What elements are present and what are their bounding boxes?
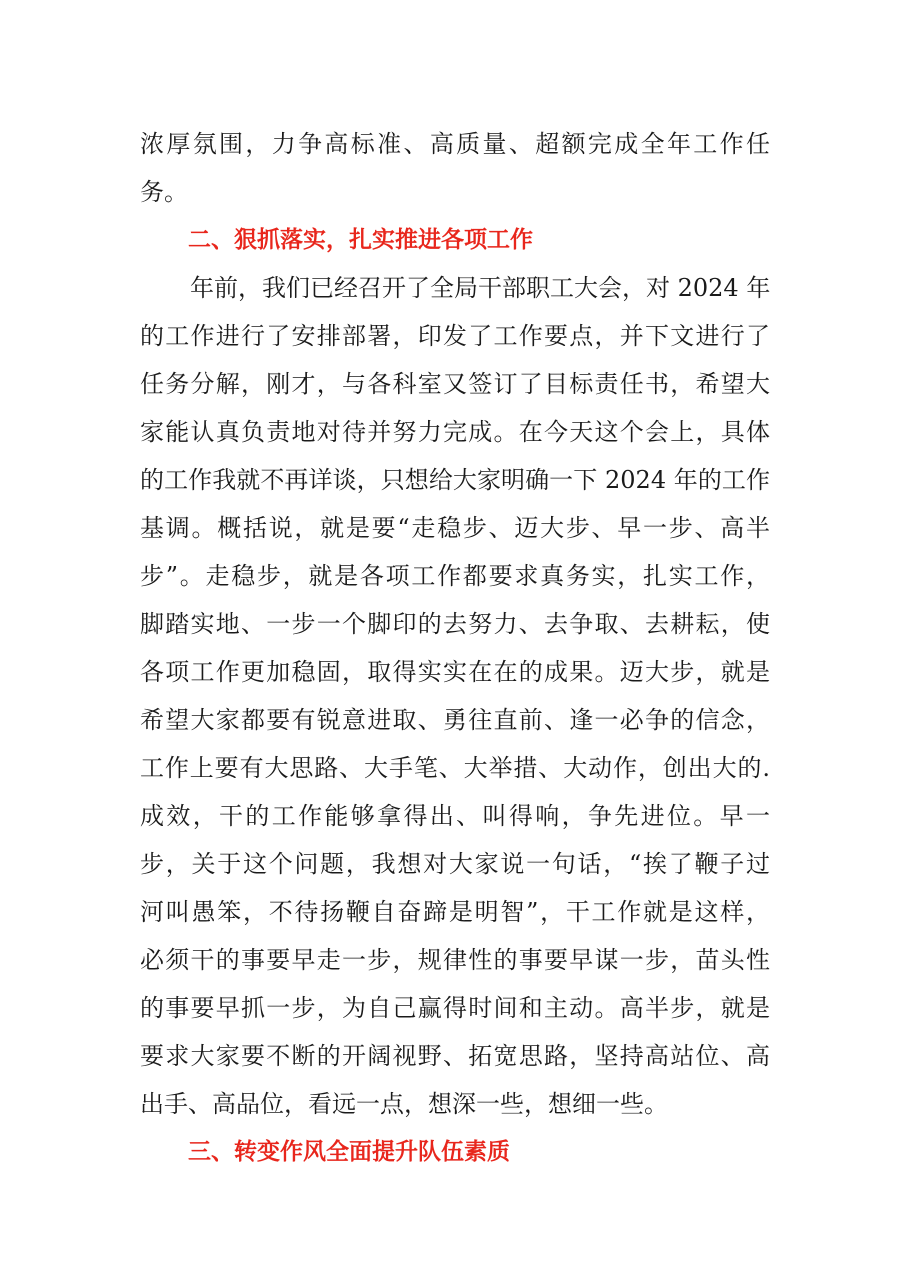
section-heading-3: 三、转变作风全面提升队伍素质 (188, 1139, 510, 1165)
paragraph-line: 步，关于这个问题，我想对大家说一句话，“挨了鞭子过 (140, 850, 770, 878)
paragraph-line: 工作上要有大思路、大手笔、大举措、大动作，创出大的. (140, 754, 770, 782)
paragraph-line: 必须干的事要早走一步，规律性的事要早谋一步，苗头性 (140, 946, 770, 974)
paragraph-line: 步”。走稳步，就是各项工作都要求真务实，扎实工作， (140, 562, 770, 590)
paragraph-line: 基调。概括说，就是要“走稳步、迈大步、早一步、高半 (140, 514, 770, 542)
paragraph-line: 的工作进行了安排部署，印发了工作要点，并下文进行了 (140, 322, 770, 350)
section-heading-2: 二、狠抓落实，扎实推进各项工作 (188, 227, 533, 253)
paragraph-line: 各项工作更加稳固，取得实实在在的成果。迈大步，就是 (140, 658, 770, 686)
paragraph-line: 任务分解，刚才，与各科室又签订了目标责任书，希望大 (140, 370, 770, 398)
paragraph-line: 脚踏实地、一步一个脚印的去努力、去争取、去耕耘，使 (140, 610, 770, 638)
paragraph-line: 浓厚氛围，力争高标准、高质量、超额完成全年工作任 (140, 130, 770, 158)
paragraph-line: 希望大家都要有锐意进取、勇往直前、逢一必争的信念， (140, 706, 770, 734)
paragraph-line: 家能认真负责地对待并努力完成。在今天这个会上，具体 (140, 418, 770, 446)
paragraph-line: 河叫愚笨，不待扬鞭自奋蹄是明智”，干工作就是这样， (140, 898, 770, 926)
paragraph-line: 的工作我就不再详谈，只想给大家明确一下 2024 年的工作 (140, 466, 770, 494)
paragraph-line: 出手、高品位，看远一点，想深一些，想细一些。 (140, 1090, 668, 1118)
paragraph-line: 成效，干的工作能够拿得出、叫得响，争先进位。早一 (140, 802, 770, 830)
paragraph-line: 要求大家要不断的开阔视野、拓宽思路，坚持高站位、高 (140, 1042, 770, 1070)
paragraph-line: 年前，我们已经召开了全局干部职工大会，对 2024 年 (190, 274, 771, 302)
paragraph-line: 的事要早抓一步，为自己赢得时间和主动。高半步，就是 (140, 994, 770, 1022)
paragraph-line: 务。 (140, 178, 188, 206)
